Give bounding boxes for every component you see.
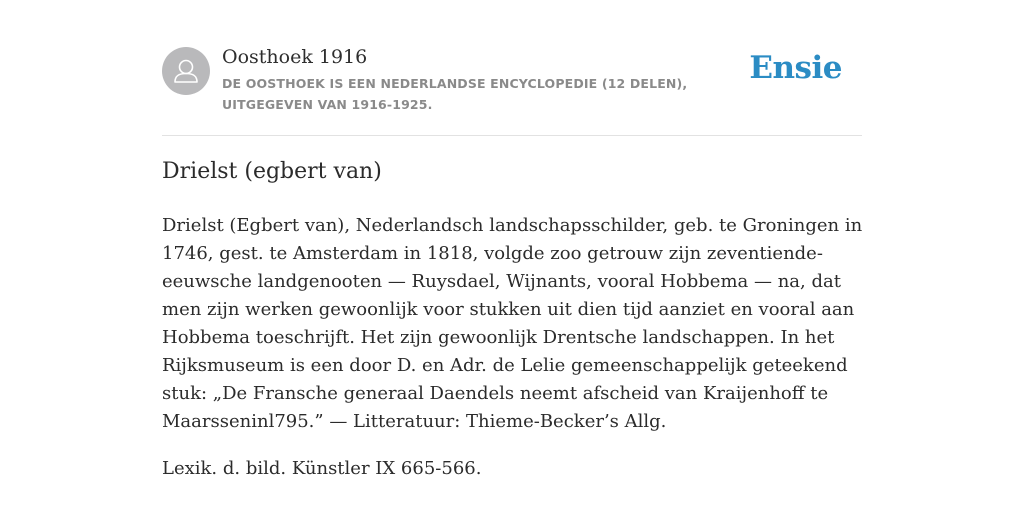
header-divider (162, 135, 862, 136)
article-reference: Lexik. d. bild. Künstler IX 665-566. (162, 458, 482, 479)
article-title: Drielst (egbert van) (162, 159, 382, 184)
source-description: DE OOSTHOEK IS EEN NEDERLANDSE ENCYCLOPEDIE (12 DELEN), UITGEGEVEN VAN 1916-1925. (222, 76, 688, 112)
ensie-logo[interactable]: Ensie (749, 50, 842, 86)
source-title[interactable]: Oosthoek 1916 (222, 46, 368, 68)
source-header (162, 46, 862, 116)
article-body: Drielst (Egbert van), Nederlandsch landschapsschilder, geb. te Groningen in 1746, gest. te Amsterdam in 1818, volgde zoo getrouw zijn zeventiende-eeuwsche landgenooten — Ruysdael, Wijnants, vooral Hobbema — na, dat men zijn werken gewoonlijk voor stukken uit dien tijd aanziet en vooral aan Hobbema toeschrijft. Het zijn gewoonlijk Drentsche landschappen. In het Rijksmuseum is een door D. en Adr. de Lelie gemeenschappelijk geteekend stuk: „De Fransche generaal Daendels neemt afscheid van Kraijenhoff te Maarsseninl795.” — Litteratuur: Thieme-Becker’s Allg. (162, 215, 863, 432)
user-icon (162, 47, 210, 95)
source-avatar[interactable] (162, 47, 210, 95)
